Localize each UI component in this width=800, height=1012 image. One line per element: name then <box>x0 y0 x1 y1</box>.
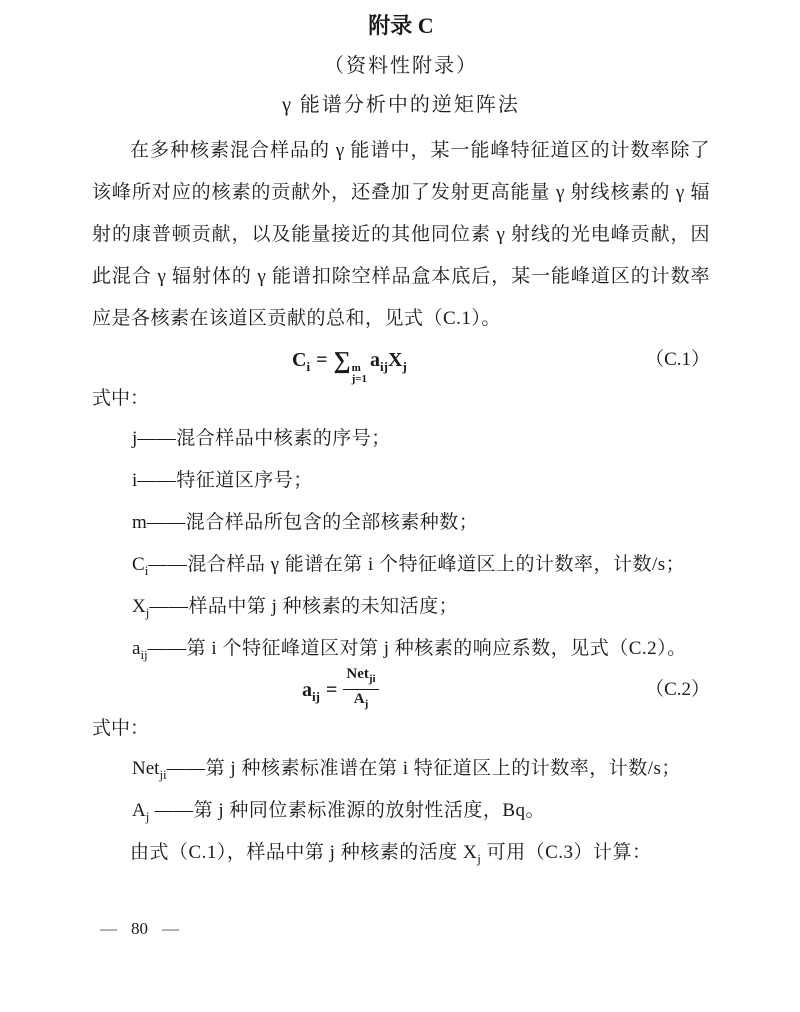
var-a: a <box>370 349 381 371</box>
definition-text: ——混合样品所包含的全部核素种数； <box>146 512 479 533</box>
definition-text: ——特征道区序号； <box>137 470 313 491</box>
equation-c1 <box>92 340 710 385</box>
paragraph-1 <box>92 130 710 340</box>
equation-c1-body: $C_i$ = ∑ m j=1 $a_{ij}X_j$ <box>292 348 407 385</box>
definition-item <box>92 544 710 586</box>
paragraph-line: 此混合 γ 辐射体的 γ 能谱扣除空样品盒本底后，某一能峰道区的计数率 <box>92 266 710 287</box>
equals-sign: = <box>316 349 328 371</box>
definition-item <box>92 502 710 544</box>
summation-limits: m j=1 <box>351 362 368 385</box>
definition-symbol: Net$_{ji}$ <box>132 758 167 782</box>
paragraph-line: 该峰所对应的核素的贡献外，还叠加了发射更高能量 γ 射线核素的 γ 辐 <box>92 182 710 203</box>
var-X: X <box>387 349 403 371</box>
page-title: 附录 C <box>368 13 434 38</box>
page-number: 80 <box>131 919 148 938</box>
fraction-denominator: $A_j$ <box>353 691 369 710</box>
page-footer <box>100 916 179 942</box>
definition-item <box>92 418 710 460</box>
definition-symbol: j <box>132 428 138 449</box>
definition-symbol: $X_j$ <box>132 596 150 620</box>
fraction <box>343 666 378 713</box>
definition-item <box>92 628 710 670</box>
equation-c2 <box>92 666 710 710</box>
summation-icon: ∑ <box>333 348 351 374</box>
equation-label-c1: （C.1） <box>645 349 710 370</box>
equation-label-c2: （C.2） <box>645 679 710 700</box>
footer-right-dash: — <box>162 919 179 938</box>
where-clause-label: 式中： <box>92 718 150 739</box>
definition-symbol: $C_i$ <box>132 554 149 578</box>
section-heading: γ 能谱分析中的逆矩阵法 <box>282 94 520 116</box>
definition-text: ——第 i 个特征峰道区对第 j 种核素的响应系数，见式（C.2）。 <box>147 638 687 659</box>
paragraph-line: 应是各核素在该道区贡献的总和，见式（C.1）。 <box>92 308 501 329</box>
paragraph-line: 在多种核素混合样品的 γ 能谱中，某一能峰特征道区的计数率除了 <box>130 140 710 161</box>
definition-text: ——第 j 种同位素标准源的放射性活度，Bq。 <box>149 800 546 821</box>
footer-left-dash: — <box>100 919 117 938</box>
definition-symbol: $A_j$ <box>132 800 150 824</box>
var-a: a <box>302 679 312 702</box>
definition-text: ——样品中第 j 种核素的未知活度； <box>149 596 459 617</box>
equation-c2-body: $a_{ij}$ = $\frac{Net_{ji}}{A_j}$ <box>92 670 379 717</box>
fraction-numerator: Net$_{ji}$ <box>343 666 378 690</box>
definition-symbol: m <box>132 512 147 533</box>
definition-item <box>92 586 710 628</box>
definition-text: ——第 j 种核素标准谱在第 i 特征道区上的计数率，计数/s； <box>166 758 681 779</box>
definition-text: ——混合样品中核素的序号； <box>137 428 391 449</box>
definition-item <box>92 460 710 502</box>
definition-symbol: $a_{ij}$ <box>132 638 148 662</box>
closing-sentence: 由式（C.1），样品中第 j 种核素的活度 $X_j$ 可用（C.3）计算： <box>130 842 652 866</box>
definition-text: ——混合样品 γ 能谱在第 i 个特征峰道区上的计数率，计数/s； <box>148 554 686 575</box>
definition-item <box>92 790 710 832</box>
equals-sign: = <box>325 679 338 702</box>
var-C: C <box>292 349 307 371</box>
definition-item <box>92 748 710 790</box>
definition-symbol: i <box>132 470 138 491</box>
where-clause-label: 式中： <box>92 388 150 409</box>
paragraph-line: 射的康普顿贡献，以及能量接近的其他同位素 γ 射线的光电峰贡献，因 <box>92 224 710 245</box>
doc-subtitle: （资料性附录） <box>324 55 478 77</box>
